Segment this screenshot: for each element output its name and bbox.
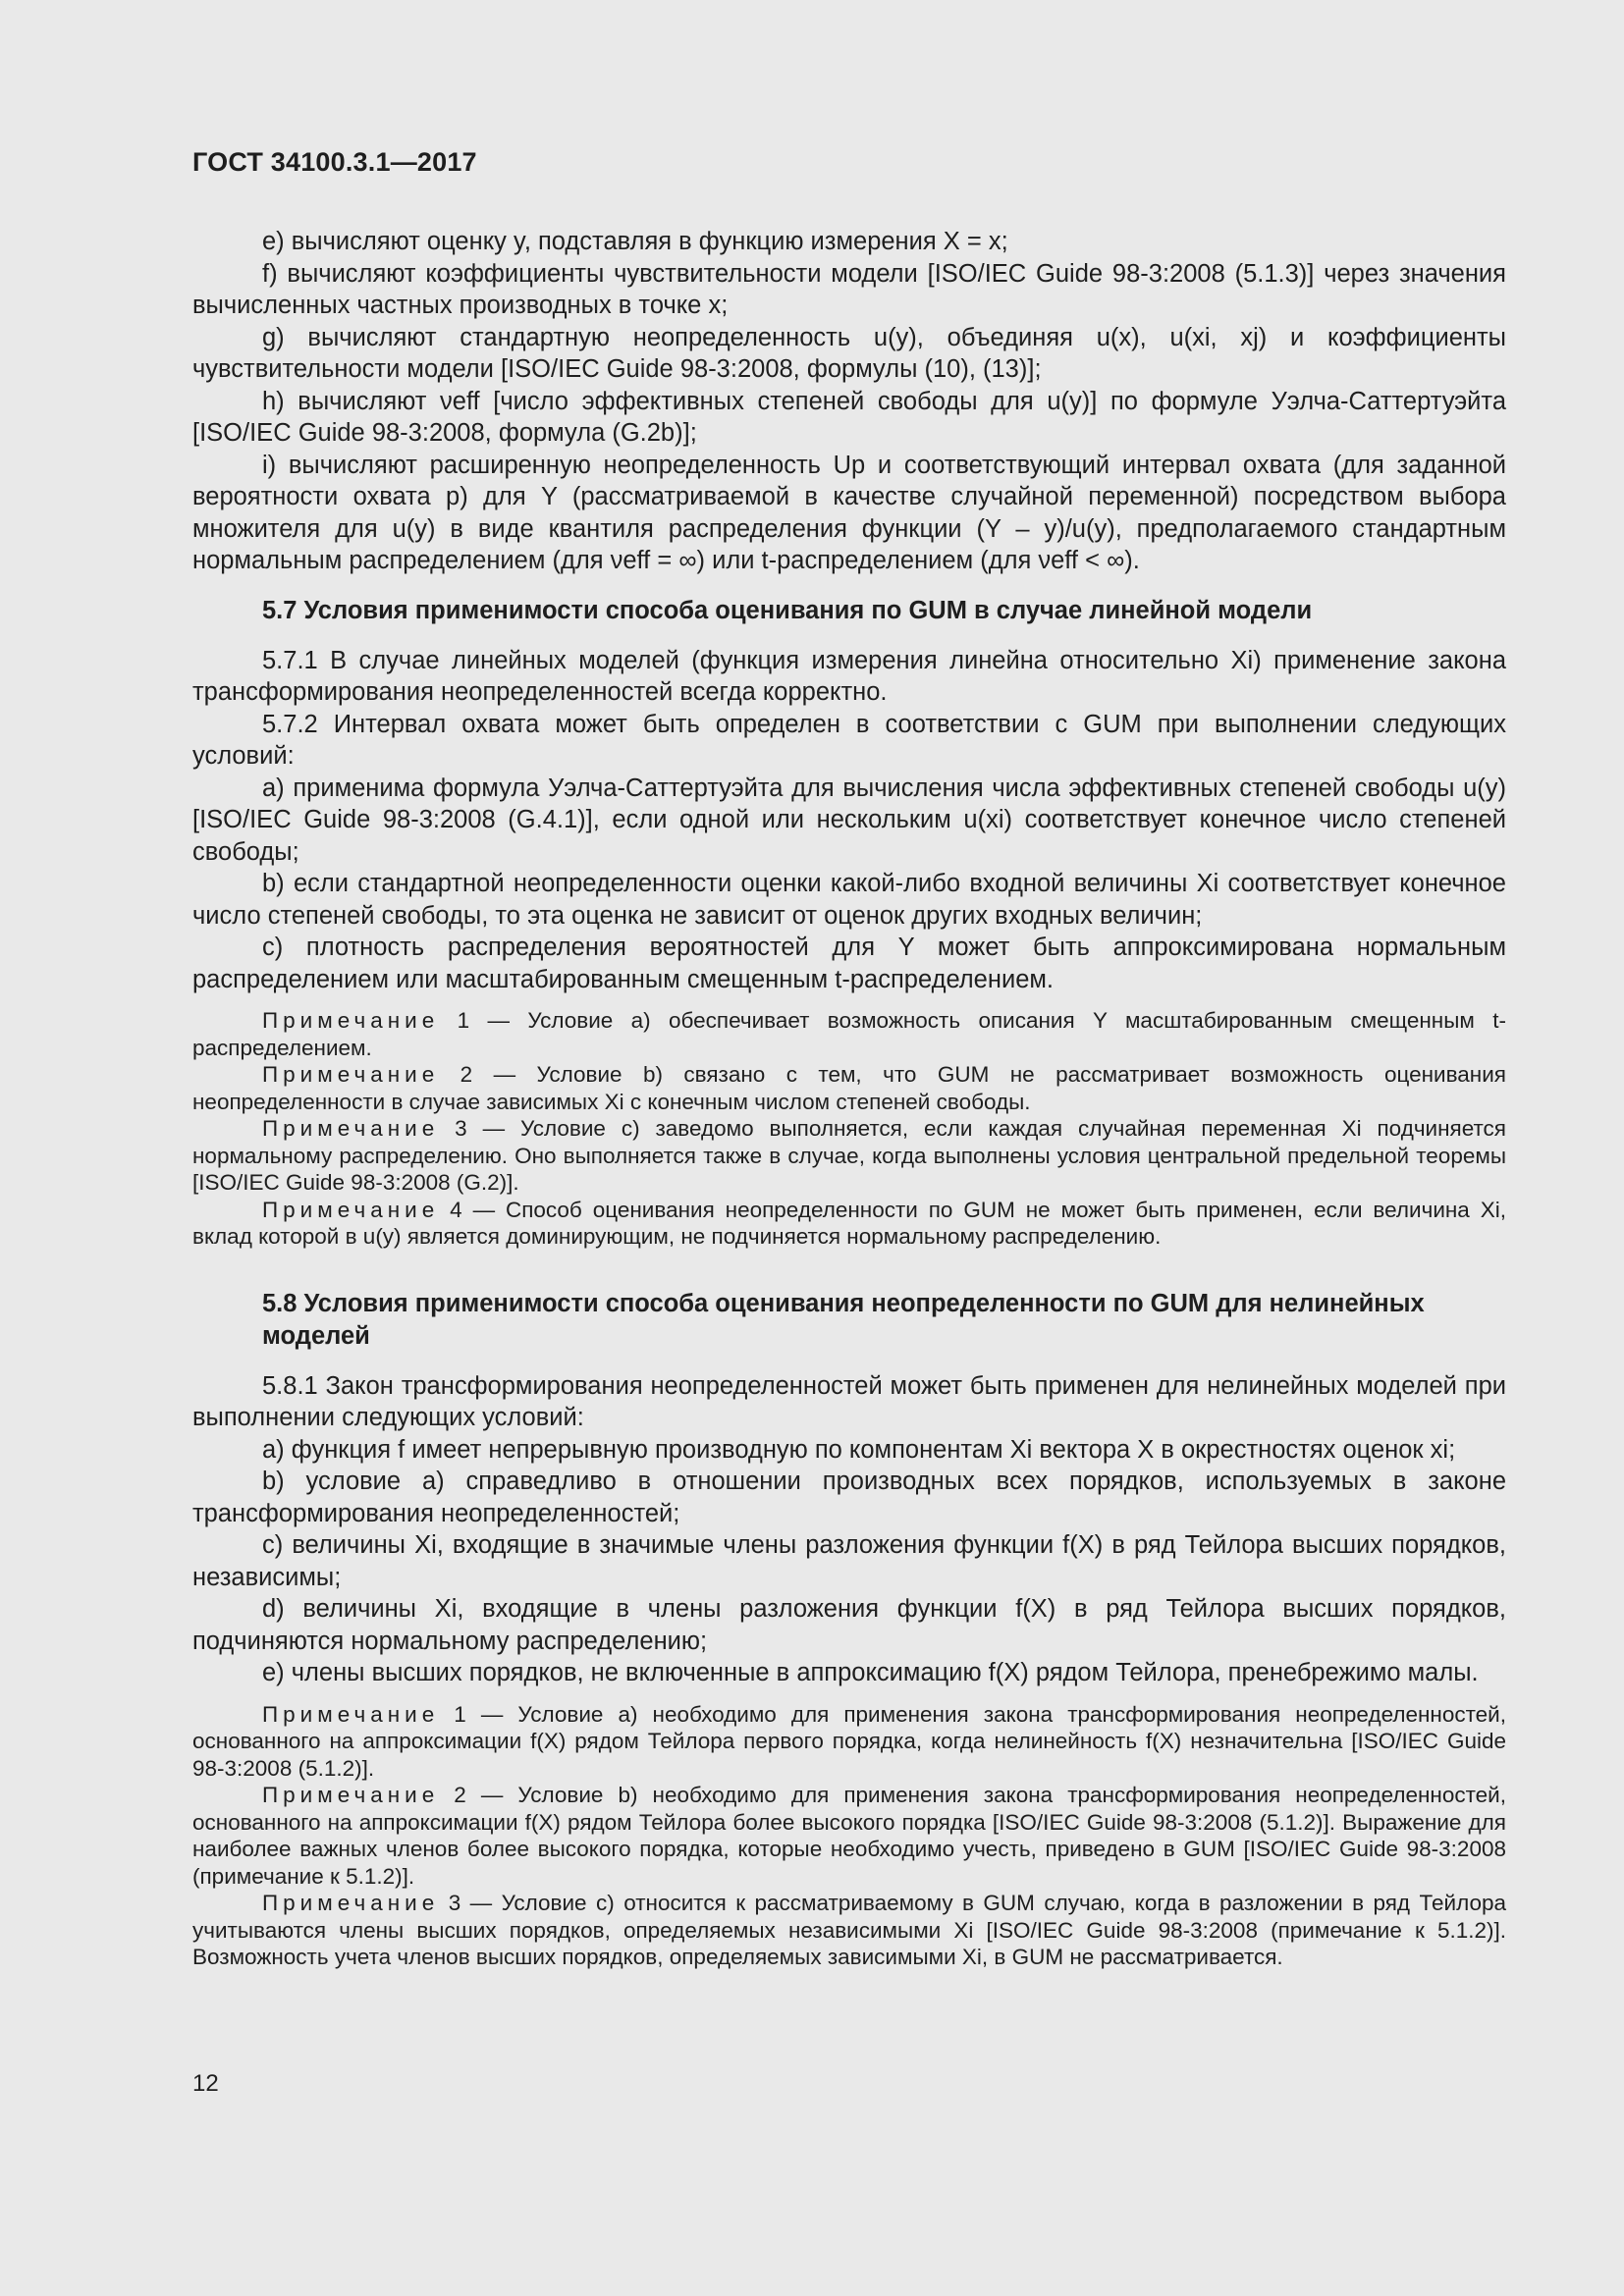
- note-text: — Условие b) необходимо для применения закона трансформирования неопределенностей, основанного на аппроксимации f(X) рядом Тейлора более высокого порядка [ISO/IEC Guide 98-3:2008 (5.1.2)]. Выражение для наиболее важных членов более высокого порядка, которые необходимо учесть, приведено в GUM [ISO/IEC Guide 98-3:2008 (примечание к 5.1.2)].: [192, 1783, 1506, 1889]
- section-heading-5-7: 5.7 Условия применимости способа оценивания по GUM в случае линейной модели: [262, 596, 1313, 624]
- note-number: 1: [454, 1701, 466, 1727]
- note-text: — Условие а) обеспечивает возможность описания Y масштабированным смещенным t-распределением.: [192, 1008, 1506, 1060]
- note-text: — Условие b) связано с тем, что GUM не рассматривает возможность оценивания неопределенности в случае зависимых Xi с конечным числом степеней свободы.: [192, 1062, 1506, 1114]
- note-4: [192, 1197, 1506, 1251]
- note-1: [192, 1701, 1506, 1783]
- note-label: Примечание: [262, 1701, 440, 1727]
- list-item-i: i) вычисляют расширенную неопределенность Up и соответствующий интервал охвата (для заданной вероятности охвата p) для Y (рассматриваемой в качестве случайной переменной) посредством выбора множителя для u(y) в виде квантиля распределения функции (Y – y)/u(y), предполагаемого стандартным нормальным распределением (для νeff = ∞) или t-распределением (для νeff < ∞).: [192, 451, 1506, 574]
- note-text: — Условие c) относится к рассматриваемому в GUM случаю, когда в разложении в ряд Тейлора учитываются члены высших порядков, определяемых независимыми Xi [ISO/IEC Guide 98-3:2008 (примечание к 5.1.2)]. Возможность учета членов высших порядков, определяемых зависимыми Xi, в GUM не рассматривается.: [192, 1891, 1506, 1969]
- document-header: ГОСТ 34100.3.1—2017: [192, 147, 477, 177]
- note-label: Примечание: [262, 1062, 440, 1087]
- list-item-h: h) вычисляют νeff [число эффективных степеней свободы для u(y)] по формуле Уэлча-Саттертуэйта [ISO/IEC Guide 98-3:2008, формула (G.2b)];: [192, 387, 1506, 447]
- condition-c: c) плотность распределения вероятностей для Y может быть аппроксимирована нормальным распределением или масштабированным смещенным t-распределением.: [192, 934, 1506, 993]
- condition-b: b) если стандартной неопределенности оценки какой-либо входной величины Xi соответствует конечное число степеней свободы, то эта оценка не зависит от оценок других входных величин;: [192, 870, 1506, 930]
- note-number: 2: [460, 1062, 473, 1087]
- condition-a: а) функция f имеет непрерывную производную по компонентам Xi вектора X в окрестностях оценок xi;: [262, 1435, 1456, 1464]
- note-text: — Условие c) заведомо выполняется, если каждая случайная переменная Xi подчиняется нормальному распределению. Оно выполняется также в случае, когда выполнены условия центральной предельной теоремы [ISO/IEC Guide 98-3:2008 (G.2)].: [192, 1116, 1506, 1195]
- note-label: Примечание: [262, 1783, 440, 1807]
- note-number: 4: [450, 1197, 462, 1222]
- list-item-f: f) вычисляют коэффициенты чувствительности модели [ISO/IEC Guide 98-3:2008 (5.1.3)] через значения вычисленных частных производных в точке x;: [192, 259, 1506, 319]
- paragraph-5-7-1: 5.7.1 В случае линейных моделей (функция измерения линейна относительно Xi) применение закона трансформирования неопределенностей всегда корректно.: [192, 646, 1506, 706]
- condition-e: е) члены высших порядков, не включенные в аппроксимацию f(X) рядом Тейлора, пренебрежимо малы.: [262, 1659, 1479, 1686]
- condition-c: c) величины Xi, входящие в значимые члены разложения функции f(X) в ряд Тейлора высших порядков, независимы;: [192, 1531, 1506, 1591]
- note-label: Примечание: [262, 1891, 440, 1915]
- page-number: 12: [192, 2070, 219, 2097]
- note-2: [192, 1782, 1506, 1890]
- section-heading-5-8: 5.8 Условия применимости способа оценивания неопределенности по GUM для нелинейных моделей: [262, 1289, 1425, 1350]
- note-label: Примечание: [262, 1116, 440, 1141]
- condition-a: а) применима формула Уэлча-Саттертуэйта для вычисления числа эффективных степеней свободы u(y) [ISO/IEC Guide 98-3:2008 (G.4.1)], если одной или нескольким u(xi) соответствует конечное число степеней свободы;: [192, 774, 1506, 866]
- note-3: [192, 1890, 1506, 1971]
- paragraph-5-7-2: 5.7.2 Интервал охвата может быть определен в соответствии с GUM при выполнении следующих условий:: [192, 710, 1506, 770]
- note-3: [192, 1115, 1506, 1197]
- list-item-e: е) вычисляют оценку y, подставляя в функцию измерения X = x;: [262, 228, 1008, 255]
- note-text: — Способ оценивания неопределенности по GUM не может быть применен, если величина Xi, вклад которой в u(y) является доминирующим, не подчиняется нормальному распределению.: [192, 1197, 1506, 1249]
- paragraph-5-8-1: 5.8.1 Закон трансформирования неопределенностей может быть применен для нелинейных моделей при выполнении следующих условий:: [192, 1371, 1506, 1431]
- note-number: 3: [448, 1891, 461, 1915]
- condition-b: b) условие а) справедливо в отношении производных всех порядков, используемых в законе трансформирования неопределенностей;: [192, 1468, 1506, 1527]
- note-number: 3: [455, 1116, 467, 1141]
- page-content: [192, 226, 1506, 1971]
- note-text: — Условие а) необходимо для применения закона трансформирования неопределенностей, основанного на аппроксимации f(X) рядом Тейлора первого порядка, когда нелинейность f(X) незначительна [ISO/IEC Guide 98-3:2008 (5.1.2)].: [192, 1701, 1506, 1781]
- condition-d: d) величины Xi, входящие в члены разложения функции f(X) в ряд Тейлора высших порядков, подчиняются нормальному распределению;: [192, 1595, 1506, 1655]
- list-item-g: g) вычисляют стандартную неопределенность u(y), объединяя u(x), u(xi, xj) и коэффициенты чувствительности модели [ISO/IEC Guide 98-3:2008, формулы (10), (13)];: [192, 323, 1506, 383]
- note-1: [192, 1007, 1506, 1061]
- note-label: Примечание: [262, 1197, 440, 1222]
- note-number: 2: [454, 1783, 466, 1807]
- note-number: 1: [457, 1008, 470, 1033]
- note-2: [192, 1061, 1506, 1115]
- note-label: Примечание: [262, 1008, 440, 1033]
